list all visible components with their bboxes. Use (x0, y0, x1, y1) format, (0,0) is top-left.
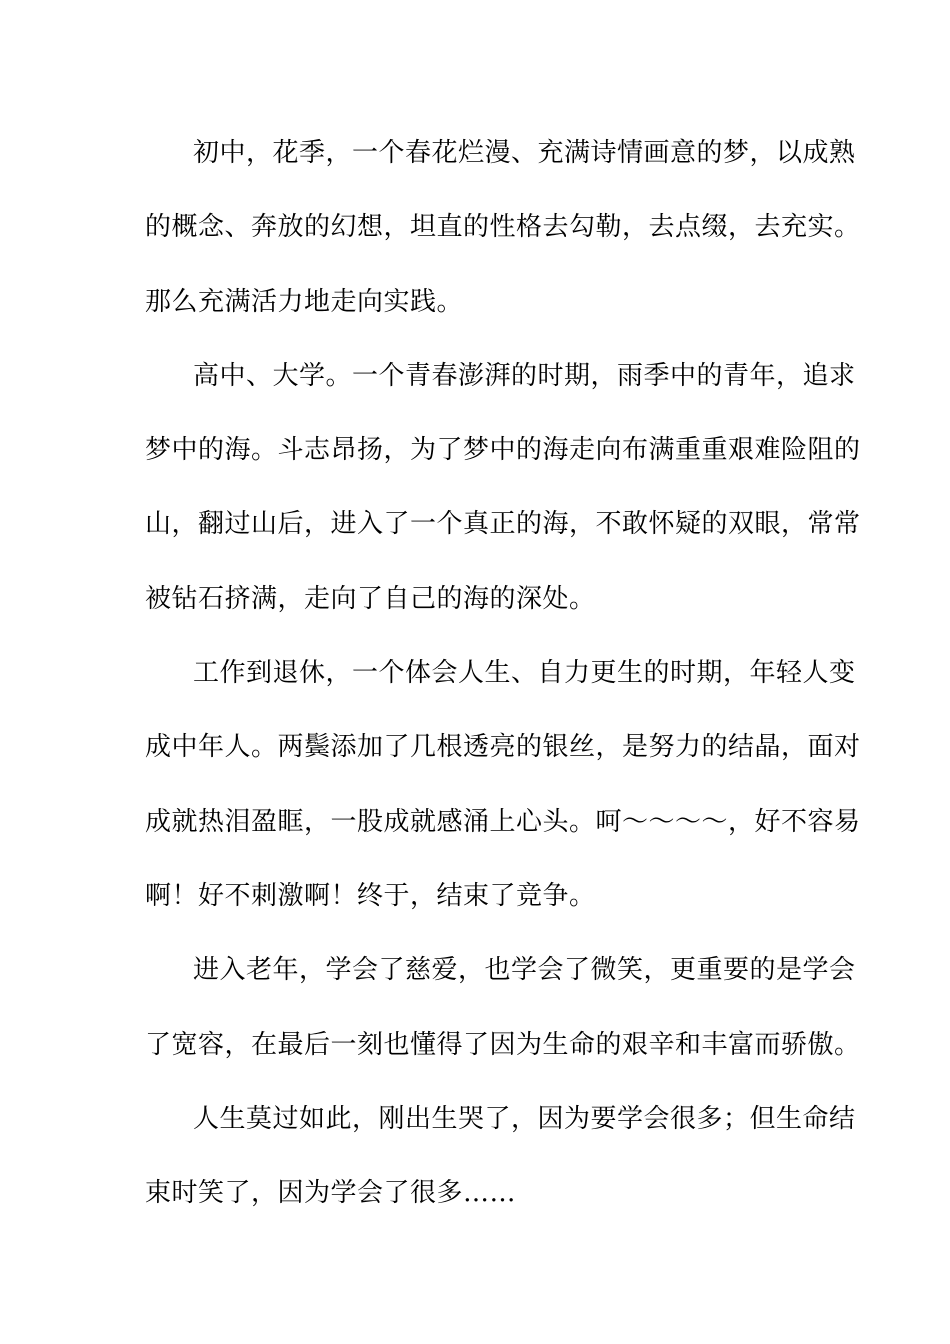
text-line: 人生莫过如此，刚出生哭了，因为要学会很多；但生命结 (193, 1103, 856, 1134)
text-line: 进入老年，学会了慈爱，也学会了微笑，更重要的是学会 (193, 955, 856, 986)
text-line: 成中年人。两鬓添加了几根透亮的银丝，是努力的结晶，面对 (145, 732, 861, 763)
text-line: 束时笑了，因为学会了很多…… (145, 1178, 517, 1209)
text-line: 工作到退休，一个体会人生、自力更生的时期，年轻人变 (193, 658, 856, 689)
text-line: 初中，花季，一个春花烂漫、充满诗情画意的梦，以成熟 (193, 138, 856, 168)
text-line: 成就热泪盈眶，一股成就感涌上心头。呵～～～～，好不容易 (145, 806, 861, 837)
text-line: 的概念、奔放的幻想，坦直的性格去勾勒，去点缀，去充实。 (145, 212, 861, 243)
text-line: 山，翻过山后，进入了一个真正的海，不敢怀疑的双眼，常常 (145, 509, 861, 540)
text-line: 啊！好不刺激啊！终于，结束了竞争。 (145, 880, 596, 911)
text-line: 那么充满活力地走向实践。 (145, 286, 464, 317)
text-line: 了宽容，在最后一刻也懂得了因为生命的艰辛和丰富而骄傲。 (145, 1029, 861, 1060)
text-line: 被钻石挤满，走向了自己的海的深处。 (145, 583, 596, 614)
text-line: 梦中的海。斗志昂扬，为了梦中的海走向布满重重艰难险阻的 (145, 435, 861, 466)
text-line: 高中、大学。一个青春澎湃的时期，雨季中的青年，追求 (193, 360, 856, 391)
essay-body (145, 128, 861, 1242)
